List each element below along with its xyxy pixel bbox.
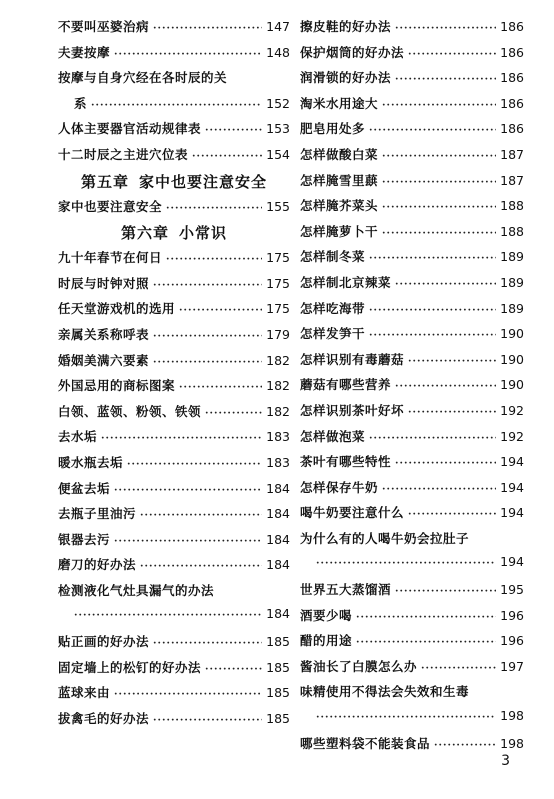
dot-leader xyxy=(408,356,496,367)
toc-entry-page: 185 xyxy=(266,685,290,701)
toc-entry-page: 186 xyxy=(500,44,524,60)
toc-entry-page: 182 xyxy=(266,352,290,368)
toc-entry-title: 银器去污 xyxy=(58,531,111,547)
toc-entry xyxy=(300,401,524,427)
toc-entry-title: 怎样制北京辣菜 xyxy=(300,274,392,290)
toc-entry xyxy=(300,222,524,248)
dot-leader xyxy=(395,586,496,597)
dot-leader xyxy=(356,637,496,648)
toc-entry xyxy=(300,145,524,171)
toc-entry xyxy=(300,43,524,69)
toc-entry-title: 喝牛奶要注意什么 xyxy=(300,505,405,521)
toc-entry-title: 去水垢 xyxy=(58,429,98,445)
dot-leader xyxy=(140,561,262,572)
toc-entry-page: 186 xyxy=(500,70,524,86)
toc-entry-page: 175 xyxy=(266,275,290,291)
toc-entry-page: 194 xyxy=(500,479,524,495)
toc-entry-page: 186 xyxy=(500,95,524,111)
dot-leader xyxy=(316,712,496,723)
dot-leader xyxy=(382,202,496,213)
toc-entry-title: 家中也要注意安全 xyxy=(58,198,163,214)
toc-entry-title: 便盆去垢 xyxy=(58,480,111,496)
toc-entry-title: 保护烟筒的好办法 xyxy=(300,44,405,60)
dot-leader xyxy=(382,177,496,188)
dot-leader xyxy=(91,100,262,111)
toc-entry-page: 187 xyxy=(500,172,524,188)
toc-entry xyxy=(300,299,524,325)
toc-entry-title: 哪些塑料袋不能装食品 xyxy=(300,735,431,751)
toc-entry-page: 192 xyxy=(500,402,524,418)
toc-entry xyxy=(300,247,524,273)
toc-entry xyxy=(58,479,290,505)
toc-entry-title: 任天堂游戏机的选用 xyxy=(58,301,176,317)
toc-entry xyxy=(300,17,524,43)
dot-leader xyxy=(395,23,496,34)
toc-entry-title: 酒要少喝 xyxy=(300,607,353,623)
dot-leader xyxy=(166,254,262,265)
dot-leader xyxy=(114,536,262,547)
toc-entry-title: 九十年春节在何日 xyxy=(58,250,163,266)
toc-entry-page: 198 xyxy=(500,735,524,751)
toc-entry xyxy=(300,68,524,94)
toc-entry-page: 188 xyxy=(500,223,524,239)
toc-entry-title: 蓝球来由 xyxy=(58,685,111,701)
toc-entry xyxy=(300,657,524,683)
dot-leader xyxy=(395,381,496,392)
toc-entry-page: 184 xyxy=(266,606,290,622)
dot-leader xyxy=(140,510,262,521)
toc-entry-page: 196 xyxy=(500,633,524,649)
toc-entry-title: 按摩与自身穴经在各时辰的关 xyxy=(58,70,228,86)
dot-leader xyxy=(127,459,262,470)
toc-entry-title: 擦皮鞋的好办法 xyxy=(300,19,392,34)
toc-entry-title: 茶叶有哪些特性 xyxy=(300,454,392,470)
toc-entry xyxy=(58,402,290,428)
toc-entry xyxy=(300,734,524,760)
toc-entry-page: 184 xyxy=(266,557,290,573)
toc-right-column xyxy=(300,17,524,759)
toc-entry xyxy=(58,709,290,735)
toc-entry-page: 192 xyxy=(500,428,524,444)
toc-entry xyxy=(58,351,290,377)
chapter-number: 第六章 xyxy=(120,224,169,243)
chapter-number: 第五章 xyxy=(80,172,129,191)
dot-leader xyxy=(369,125,496,136)
toc-entry-title: 怎样保存牛奶 xyxy=(300,479,379,495)
toc-entry xyxy=(58,94,290,120)
toc-entry-page: 187 xyxy=(500,146,524,162)
toc-entry xyxy=(300,375,524,401)
toc-entry-page: 148 xyxy=(266,44,290,60)
toc-entry-title: 醋的用途 xyxy=(300,633,353,649)
dot-leader xyxy=(395,458,496,469)
toc-entry-title: 磨刀的好办法 xyxy=(58,557,137,573)
toc-entry-title: 外国忌用的商标图案 xyxy=(58,378,176,394)
toc-entry-title: 拔禽毛的好办法 xyxy=(58,710,150,726)
toc-entry-title: 不要叫巫婆治病 xyxy=(58,19,150,34)
dot-leader xyxy=(382,100,496,111)
toc-entry-page: 154 xyxy=(266,146,290,162)
toc-entry xyxy=(300,452,524,478)
toc-entry xyxy=(300,196,524,222)
toc-entry xyxy=(58,453,290,479)
toc-entry xyxy=(300,503,524,529)
dot-leader xyxy=(179,305,262,316)
toc-entry-title: 暖水瓶去垢 xyxy=(58,454,124,470)
toc-entry-title: 为什么有的人喝牛奶会拉肚子 xyxy=(300,530,470,546)
dot-leader xyxy=(205,664,262,675)
toc-entry xyxy=(300,94,524,120)
chapter-heading xyxy=(58,171,290,197)
toc-entry xyxy=(58,427,290,453)
toc-entry xyxy=(58,530,290,556)
toc-entry-page: 175 xyxy=(266,250,290,266)
toc-entry xyxy=(58,555,290,581)
toc-entry xyxy=(58,683,290,709)
dot-leader xyxy=(192,151,262,162)
toc-entry-title: 贴正画的好办法 xyxy=(58,634,150,650)
toc-entry xyxy=(300,554,524,580)
toc-entry xyxy=(58,581,290,607)
toc-entry xyxy=(300,350,524,376)
toc-entry-title: 怎样腌雪里蕻 xyxy=(300,172,379,188)
toc-entry-page: 196 xyxy=(500,607,524,623)
dot-leader xyxy=(382,484,496,495)
toc-entry-title: 怎样吃海带 xyxy=(300,300,366,316)
dot-leader xyxy=(114,689,262,700)
chapter-title: 家中也要注意安全 xyxy=(139,172,268,191)
toc-entry xyxy=(58,504,290,530)
toc-entry-page: 182 xyxy=(266,378,290,394)
toc-entry-page: 182 xyxy=(266,403,290,419)
dot-leader xyxy=(205,125,262,136)
toc-entry xyxy=(300,708,524,734)
toc-entry xyxy=(300,631,524,657)
dot-leader xyxy=(153,331,262,342)
toc-entry xyxy=(58,43,290,69)
toc-entry-title: 时辰与时钟对照 xyxy=(58,275,150,291)
dot-leader xyxy=(369,253,496,264)
toc-entry-page: 198 xyxy=(500,708,524,724)
toc-entry xyxy=(58,145,290,171)
toc-entry xyxy=(58,606,290,632)
dot-leader xyxy=(382,228,496,239)
toc-entry-page: 197 xyxy=(500,658,524,674)
toc-entry-page: 183 xyxy=(266,429,290,445)
dot-leader xyxy=(153,357,262,368)
dot-leader xyxy=(434,740,496,751)
toc-entry-title: 白领、蓝领、粉领、铁领 xyxy=(58,403,202,419)
toc-entry-page: 189 xyxy=(500,274,524,290)
dot-leader xyxy=(153,715,262,726)
toc-entry-title: 怎样做泡菜 xyxy=(300,428,366,444)
toc-entry-page: 183 xyxy=(266,454,290,470)
toc-entry-title: 怎样腌萝卜干 xyxy=(300,223,379,239)
dot-leader xyxy=(395,279,496,290)
toc-entry-title: 怎样发笋干 xyxy=(300,326,366,342)
dot-leader xyxy=(408,49,496,60)
toc-entry-page: 179 xyxy=(266,326,290,342)
dot-leader xyxy=(101,433,262,444)
toc-entry-title: 系 xyxy=(74,95,88,111)
toc-entry-title: 怎样做酸白菜 xyxy=(300,146,379,162)
toc-entry-page: 189 xyxy=(500,249,524,265)
toc-entry-page: 186 xyxy=(500,19,524,34)
toc-left-column xyxy=(58,17,290,734)
dot-leader xyxy=(114,49,262,60)
toc-entry xyxy=(58,274,290,300)
toc-entry-title: 蘑菇有哪些营养 xyxy=(300,377,392,393)
dot-leader xyxy=(408,509,496,520)
toc-entry-page: 155 xyxy=(266,198,290,214)
toc-entry xyxy=(58,658,290,684)
dot-leader xyxy=(408,407,496,418)
toc-entry-title: 润滑锁的好办法 xyxy=(300,70,392,86)
toc-entry xyxy=(58,325,290,351)
toc-entry xyxy=(300,427,524,453)
toc-entry xyxy=(300,580,524,606)
toc-entry-page: 147 xyxy=(266,19,290,34)
dot-leader xyxy=(179,382,262,393)
dot-leader xyxy=(153,23,262,34)
toc-entry-page: 185 xyxy=(266,710,290,726)
toc-entry-title: 十二时辰之主进穴位表 xyxy=(58,146,189,162)
toc-entry-title: 夫妻按摩 xyxy=(58,44,111,60)
toc-entry-title: 世界五大蒸馏酒 xyxy=(300,582,392,598)
toc-entry xyxy=(300,478,524,504)
dot-leader xyxy=(153,638,262,649)
toc-entry-page: 190 xyxy=(500,377,524,393)
dot-leader xyxy=(395,74,496,85)
dot-leader xyxy=(382,151,496,162)
toc-entry-title: 酱油长了白膜怎么办 xyxy=(300,658,418,674)
toc-entry-title: 去瓶子里油污 xyxy=(58,506,137,522)
toc-entry-page: 152 xyxy=(266,95,290,111)
toc-entry xyxy=(58,299,290,325)
toc-entry-title: 亲属关系称呼表 xyxy=(58,326,150,342)
dot-leader xyxy=(369,433,496,444)
toc-entry-page: 184 xyxy=(266,531,290,547)
toc-entry xyxy=(58,376,290,402)
toc-entry xyxy=(58,197,290,223)
toc-entry-title: 味精使用不得法会失效和生毒 xyxy=(300,684,470,700)
toc-entry-title: 人体主要器官活动规律表 xyxy=(58,121,202,137)
dot-leader xyxy=(114,485,262,496)
toc-entry-page: 194 xyxy=(500,554,524,570)
dot-leader xyxy=(74,610,262,621)
toc-entry-page: 185 xyxy=(266,634,290,650)
toc-entry-page: 175 xyxy=(266,301,290,317)
toc-entry-page: 190 xyxy=(500,326,524,342)
toc-entry xyxy=(58,632,290,658)
toc-entry-page: 194 xyxy=(500,454,524,470)
toc-entry xyxy=(300,682,524,708)
toc-entry xyxy=(300,324,524,350)
dot-leader xyxy=(369,305,496,316)
dot-leader xyxy=(369,330,496,341)
page-number: 3 xyxy=(501,753,510,769)
toc-entry-title: 淘米水用途大 xyxy=(300,95,379,111)
toc-entry xyxy=(58,68,290,94)
toc-entry-title: 肥皂用处多 xyxy=(300,121,366,137)
toc-entry-title: 怎样识别茶叶好坏 xyxy=(300,402,405,418)
toc-entry-page: 153 xyxy=(266,121,290,137)
toc-entry-title: 怎样识别有毒蘑菇 xyxy=(300,351,405,367)
toc-entry-page: 186 xyxy=(500,121,524,137)
dot-leader xyxy=(166,203,262,214)
toc-entry xyxy=(58,17,290,43)
toc-entry-title: 检测液化气灶具漏气的办法 xyxy=(58,582,215,598)
dot-leader xyxy=(316,558,496,569)
toc-entry-page: 190 xyxy=(500,351,524,367)
toc-entry xyxy=(300,171,524,197)
toc-entry-page: 185 xyxy=(266,659,290,675)
toc-entry-title: 怎样腌芥菜头 xyxy=(300,198,379,214)
chapter-heading xyxy=(58,222,290,248)
dot-leader xyxy=(153,280,262,291)
toc-entry xyxy=(58,248,290,274)
toc-entry-title: 婚姻美满六要素 xyxy=(58,352,150,368)
toc-entry-title: 固定墙上的松钉的好办法 xyxy=(58,659,202,675)
toc-entry xyxy=(58,119,290,145)
toc-entry-page: 189 xyxy=(500,300,524,316)
dot-leader xyxy=(356,612,496,623)
toc-entry-page: 184 xyxy=(266,480,290,496)
toc-entry xyxy=(300,119,524,145)
toc-entry-page: 194 xyxy=(500,505,524,521)
chapter-title: 小常识 xyxy=(179,224,228,243)
toc-entry-title: 怎样制冬菜 xyxy=(300,249,366,265)
toc-entry-page: 188 xyxy=(500,198,524,214)
dot-leader xyxy=(421,663,496,674)
toc-entry xyxy=(300,529,524,555)
toc-entry-page: 195 xyxy=(500,582,524,598)
dot-leader xyxy=(205,408,262,419)
toc-entry-page: 184 xyxy=(266,506,290,522)
toc-entry xyxy=(300,606,524,632)
toc-entry xyxy=(300,273,524,299)
